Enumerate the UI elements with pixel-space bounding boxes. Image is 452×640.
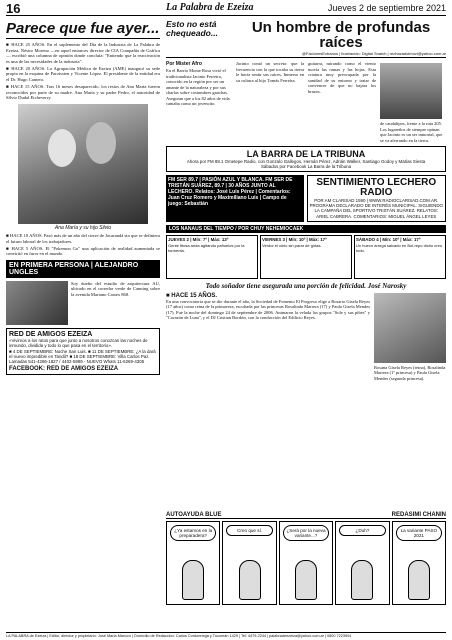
- article-columns: [166, 61, 446, 143]
- article-side: [166, 61, 232, 143]
- speech-bubble: La variante PASO 2021: [396, 525, 442, 541]
- tribuna-title: LA BARRA DE LA TRIBUNA: [246, 149, 366, 159]
- weather-text: Gente fitosa anda agitando pañuelos por la tormenta.: [168, 242, 245, 253]
- ad-title: RED DE AMIGOS EZEIZA: [9, 330, 93, 338]
- ad-facebook: FACEBOOK: RED DE AMIGOS EZEIZA: [9, 365, 119, 372]
- tribuna-sub: Ahora por FM 88.1 Ometepe Radio, con Gonzalo Gallegos, Hernán Pérez, Adrián Walker, Santiago Godoy y Matías Siesta: [186, 159, 426, 164]
- masthead: La Palabra de Ezeiza: [166, 2, 254, 13]
- page-number: 16: [6, 1, 21, 16]
- weather-day: SÁBADO 4 | Mín: 10º | Máx: 17º: [356, 236, 421, 242]
- speech-bubble: ¿Ya estamos en la preparadera?: [170, 525, 216, 541]
- photo-caption: Ana María y su hijo Silvio: [54, 224, 112, 231]
- article-text: de caudalipos, frente a la ruta 205. Los lugareños de siempre opinan que Jacinto es un ser inmortal, que se va aferrando en la tierra.: [380, 121, 443, 143]
- spring-queen-caption: Rosana Gisela Reyes (reina), Rosalinda Marrera (1º princesa) y Paula Gisela Mendes (segunda princesa).: [374, 364, 446, 381]
- article-banner: [166, 20, 446, 50]
- issue-date: Jueves 2 de septiembre 2021: [327, 3, 446, 13]
- history-item: ■ HACE 15 AÑOS. Tras 16 meses desaparecido, los restos de Ana María fueron reconocidos por parte de su madre. Ana María y su padre Pedro, el autoridad de Sílvio Dudal Etcheverry.: [6, 84, 160, 101]
- ad-text: «Vivimos a los ratos para que junto a nosotros conozcan las noches de inmundo, dividida y todo lo que pasa en el territorio».: [9, 337, 148, 349]
- spring-queen-body: En una convocatoria que se dio durante el año, la Sociedad de Fomento El Progreso elige a Rosario Gisela Reyes (17 años) como reina de la primavera, escoltada por las princesas Rosalinda Marrera (17) y Paula Gisela Mendes (17). Fue la noche del domingo 24 de septiembre de 2006. Animaron la velada los grupos "Sole y sus pibes" y "Corazón de Luna", y el DJ Cristian Bordón, con la conducción del Edilicio Reyes.: [166, 298, 370, 321]
- weather-strip: [166, 235, 446, 279]
- page-header: [6, 2, 446, 16]
- sentimiento-lechero-ad: [307, 175, 447, 222]
- photo-ana-maria: [18, 104, 148, 224]
- spring-queen-title: ■ HACE 15 AÑOS.: [166, 292, 218, 299]
- spring-queen-photo: [374, 293, 446, 363]
- comic-title-right: REDASIMI CHANIN: [391, 512, 446, 518]
- comic-title-left: AUTOAYUDA BLUE: [166, 512, 222, 518]
- article-side-right: [380, 61, 446, 143]
- page-footer: LA PALABRA de Ezeiza | Editor, director y propietario: José María Mancco | Domicilio de Redacción: Carlos Cordonnega y Tucumán 1429 | Tel: 4479-2244 | palabradeezeiza@yahoo.com.ar | 0800 7223904: [6, 632, 446, 638]
- comic-panel: [166, 521, 220, 605]
- comic-panel: [222, 521, 276, 605]
- radio-ads: [166, 175, 446, 222]
- first-person-row: [6, 281, 160, 325]
- article-text: guitarra, mirando como el viento movía las ramas y las hojas. Esta criatura muy preocupada por la sanidad de su entorno y tratar de convencer de que no bajara los brazos.: [308, 61, 376, 94]
- radio-text: POR AM CLARISAD 1590 | WWW.RADIOCLARISAD.COM.AR. PROGRAMA DECLARADO DE INTERÉS MUNICIPAL. SIGUIENDO LA CAMPAÑA DEL SPORTIVO TRISTÁN SUÁREZ. RELATOS: ARIEL CABRERA. COMENTARIOS: MIGUEL ÁNGEL LEYES: [309, 198, 443, 219]
- comic-figure: [295, 560, 317, 600]
- left-column: [6, 20, 160, 630]
- history-item: ■ HACE 20 AÑOS. La Agrupación Médica de Ezeiza (AME) inauguró su sede propia en la esquina de Paroissien y Vicente López. El presidente de la entidad era el Dr. Hugo Cantero.: [6, 65, 160, 83]
- article-credits: @FacionesExtranos | Ilustración: Digital Snatch | rechazadoimovi@yahoo.com.ar: [166, 51, 446, 58]
- history-item: ■ HACE 5 AÑOS. El "Pokemon Go" una aplicación de realidad aumentada se convirtió en furor en el mundo.: [6, 245, 160, 257]
- tribuna-sub2: Sábados por Facebook La Barra de la Tribuna: [260, 164, 352, 169]
- comic-strip: [166, 512, 446, 612]
- spring-queen-side: [374, 293, 446, 382]
- comic-panel: [279, 521, 333, 605]
- comic-figure: [408, 560, 430, 600]
- lower-section: [166, 293, 446, 382]
- history-text: [6, 42, 160, 101]
- speech-bubble: Creo que sí.: [226, 525, 272, 536]
- red-de-amigos-ad: [6, 328, 160, 375]
- article-text: En el Barrio Monte Rosa vivió el tradicionalista Jacinto Ferreira, conocido en la región por ser un amante de la naturaleza y por sus charlas sobre costumbres gauchas. Aseguran que a los 82 años de vida cantaba como un jovencito.: [166, 68, 230, 106]
- history-text-2: [6, 233, 160, 257]
- weather-frame: [166, 235, 258, 279]
- history-item: ■ HACE 10 AÑOS. Pasó más de un año del cierre de Jacarandá sin que se definiera el futuro laboral de los trabajadores.: [6, 232, 160, 244]
- history-item: ■ HACE 25 AÑOS. En el suplemento del Día de la Industria de La Palabra de Ezeiza, Néstor Moreno —en aquel entonces director de CIA Compañía de Gráfica— escribió una columna de opinión donde concluía: "Entiendo que la reactivación es una de las necesidades de la industria".: [6, 42, 160, 64]
- weather-strip-title: LOS NANAUS DEL TIEMPO / POR CHUY NEHEMIOCAEK: [166, 225, 446, 233]
- first-person-band: EN PRIMERA PERSONA | ALEJANDRO UNGLES: [6, 260, 160, 278]
- quote-of-day: Todo soñador tiene asegurada una porción de felicidad. José Narosky: [205, 281, 407, 290]
- photo-figure: [86, 122, 116, 164]
- first-person-text: Soy dueño del estudio de arquitectura AU, ubicado en el corredor verde de Canning sobre la avenida Mariano Castex 868.: [71, 280, 160, 297]
- weather-frame: [354, 235, 446, 279]
- comic-titles: [166, 512, 446, 519]
- section-title: Parece que fue ayer...: [6, 20, 160, 37]
- comic-panel: [335, 521, 389, 605]
- photo-figure: [48, 129, 76, 167]
- weather-day: JUEVES 2 | Mín: 7º | Máx: 13º: [168, 236, 229, 242]
- spring-queen-text: [166, 293, 370, 382]
- article-illustration: [380, 63, 442, 119]
- article-lead: Esto no está chequeado...: [166, 19, 218, 38]
- weather-frame: [260, 235, 352, 279]
- comic-figure: [351, 560, 373, 600]
- weather-day: VIERNES 3 | Mín: 10º | Máx: 17º: [262, 236, 327, 242]
- comic-panels: [166, 521, 446, 605]
- article-headline: Un hombre de profundas raíces: [251, 19, 431, 51]
- weather-text: Verdor el cielo sin parar de gotas.: [262, 242, 322, 248]
- comic-figure: [182, 560, 204, 600]
- comic-panel: [392, 521, 446, 605]
- ad-phone: Lamadas 541-4286-1827 / 4402-5989 - NUEVO Whats 11-6269-4305: [9, 359, 145, 365]
- tribuna-ad: [166, 146, 446, 172]
- comic-figure: [239, 560, 261, 600]
- fm-ser-ad: FM SER 89.7 | PASIÓN AZUL Y BLANCA. FM SER DE TRISTÁN SUÁREZ, 89.7 | 30 AÑOS JUNTO AL LECHERO. Relatos: José Luis Pérez | Comentarios: Juan Cruz Romero y Maximiliano Luis | Campo de juego: Sebastián: [166, 175, 304, 222]
- photo-alejandro: [6, 281, 68, 325]
- speech-bubble: ¿Será por la nueva variante...?: [283, 525, 329, 541]
- article-byline: Por Mister Afro: [166, 61, 202, 67]
- ad-items: ■ 4 DE SEPTIEMBRE: Noche San Luis. ■ 11 DE SEPTIEMBRE: ¿A la dará el nuevo impredible en Tandil? ■ 18 DE SEPTIEMBRE: Villa Carlos Paz.: [9, 348, 156, 360]
- speech-bubble: ¿Duh?: [339, 525, 385, 536]
- right-area: [166, 20, 446, 381]
- article-text: Jacinto contó un secreto: que la frecuencia con la que tocaba su tierra le hacía sentir sus raíces. Inmerso en su cultura al hijo Tomás Ferreira.: [236, 61, 304, 83]
- weather-text: Un huevo arrega salvado en Bol-repo dicho creo todo.: [356, 242, 443, 253]
- radio-title: SENTIMIENTO LECHERO RADIO: [316, 177, 437, 198]
